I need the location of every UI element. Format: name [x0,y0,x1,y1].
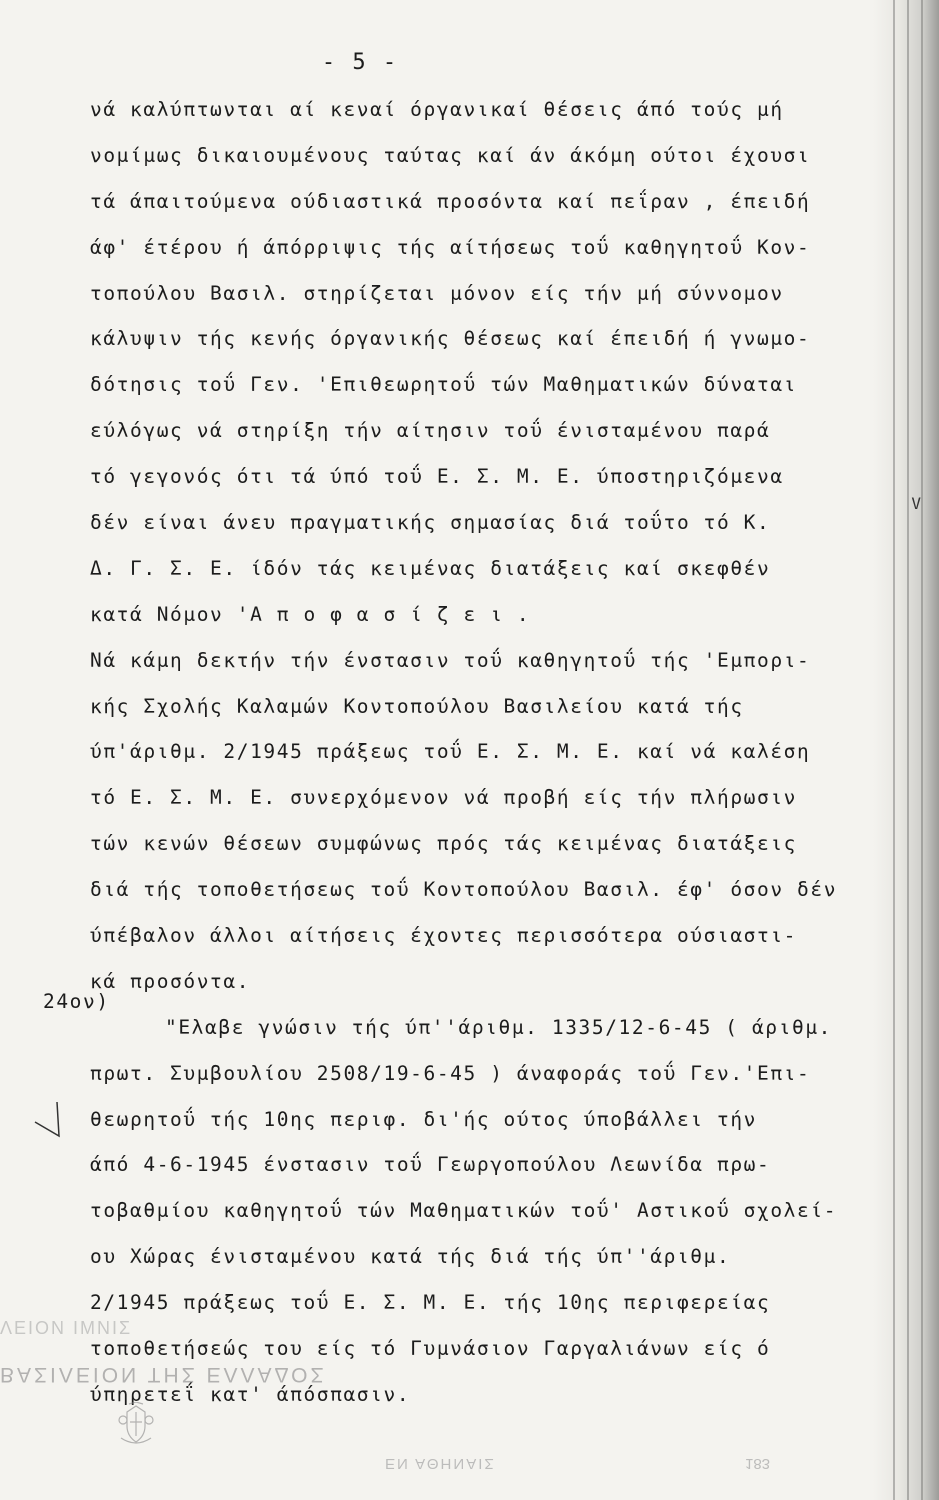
text-line: τό Ε. Σ. Μ. Ε. συνερχόμενον νά προβή είς τήν πλήρωσιν [90,786,798,810]
margin-check-mark-icon [33,1100,63,1140]
text-line: ου Χώρας ένισταμένου κατά τής διά τής ύπ''άριθμ. [90,1245,731,1269]
coat-of-arms-seal-icon [115,1402,157,1448]
text-line: άπό 4-6-1945 ένστασιν τοΰ Γεωργοπούλου Λεωνίδα πρω- [90,1153,771,1177]
text-line: ύπέβαλον άλλοι αίτήσεις έχοντες περισσότερα ούσιαστι- [90,924,798,948]
entry-number: 24ον) [43,990,110,1013]
text-line: ύπηρετεΐ κατ' άπόσπασιν. [90,1382,411,1406]
edge-v-mark: V [911,494,921,513]
text-line: κατά Νόμον 'Α π ο φ α σ ί ζ ε ι . [90,602,531,626]
text-line: νομίμως δικαιουμένους ταύτας καί άν άκόμη ούτοι έχουσι [90,143,811,167]
text-line: ύπ'άριθμ. 2/1945 πράξεως τοΰ Ε. Σ. Μ. Ε. καί νά καλέση [90,740,811,764]
text-line: θεωρητοΰ τής 10ης περιφ. δι'ής ούτος ύποβάλλει τήν [90,1107,757,1131]
document-body [90,97,880,1428]
text-line: τοβαθμίου καθηγητοΰ τών Μαθηματικών τοΰ' Αστικοΰ σχολεί- [90,1199,838,1223]
text-line: δότησις τοΰ Γεν. 'Επιθεωρητοΰ τών Μαθηματικών δύναται [90,373,798,397]
text-line: τοποθετήσεώς του είς τό Γυμνάσιον Γαργαλιάνων είς ό [90,1337,771,1361]
text-line: νά καλύπτωνται αί κεναί όργανικαί θέσεις άπό τούς μή [90,98,784,121]
text-line: άφ' έτέρου ή άπόρριψις τής αίτήσεως τοΰ καθηγητοΰ Κον- [90,235,811,259]
archive-stamp-mirrored: ΒΑΣΙΛΕΙΟΝ ΤΗΣ ΕΛΛΑΔΟΣ [0,1363,327,1386]
archive-stamp-left: ΛΕΙΟΝ ΙΜΝΙΣ [0,1318,133,1338]
text-line: τό γεγονός ότι τά ύπό τοΰ Ε. Σ. Μ. Ε. ύποστηριζόμενα [90,465,784,489]
text-line: διά τής τοποθετήσεως τοΰ Κοντοπούλου Βασιλ. έφ' όσον δέν [90,878,838,902]
text-line: κής Σχολής Καλαμών Κοντοπούλου Βασιλείου κατά τής [90,694,744,718]
archive-stamp-location: ΕΝ ΑΘΗΝΑΙΣ [385,1455,496,1472]
text-line: "Ελαβε γνώσιν τής ύπ''άριθμ. 1335/12-6-45 ( άριθμ. [165,1015,832,1039]
page-number: - 5 - [321,50,399,75]
text-line: εύλόγως νά στηρίξη τήν αίτησιν τοΰ ένισταμένου παρά [90,419,771,443]
text-line: τά άπαιτούμενα ούδιαστικά προσόντα καί πεΐραν , έπειδή [90,189,811,213]
text-line: δέν είναι άνευ πραγματικής σημασίας διά τοΰτο τό Κ. [90,511,771,535]
text-line: Δ. Γ. Σ. Ε. ίδόν τάς κειμένας διατάξεις καί σκεφθέν [90,556,771,580]
text-line: 2/1945 πράξεως τοΰ Ε. Σ. Μ. Ε. τής 10ης περιφερείας [90,1291,771,1315]
text-line: κάλυψιν τής κενής όργανικής θέσεως καί έπειδή ή γνωμο- [90,327,811,351]
text-line: τοπούλου Βασιλ. στηρίζεται μόνον είς τήν μή σύννομον [90,281,784,305]
scan-page-edge [873,0,939,1500]
text-line: Νά κάμη δεκτήν τήν ένστασιν τοΰ καθηγητοΰ τής 'Εμπορι- [90,648,811,672]
text-line: πρωτ. Συμβουλίου 2508/19-6-45 ) άναφοράς τοΰ Γεν.'Επι- [90,1061,811,1085]
text-line: τών κενών θέσεων συμφώνως πρός τάς κειμένας διατάξεις [90,832,798,856]
text-line: κά προσόντα. [90,969,251,993]
archive-stamp-number: 183 [745,1455,771,1472]
